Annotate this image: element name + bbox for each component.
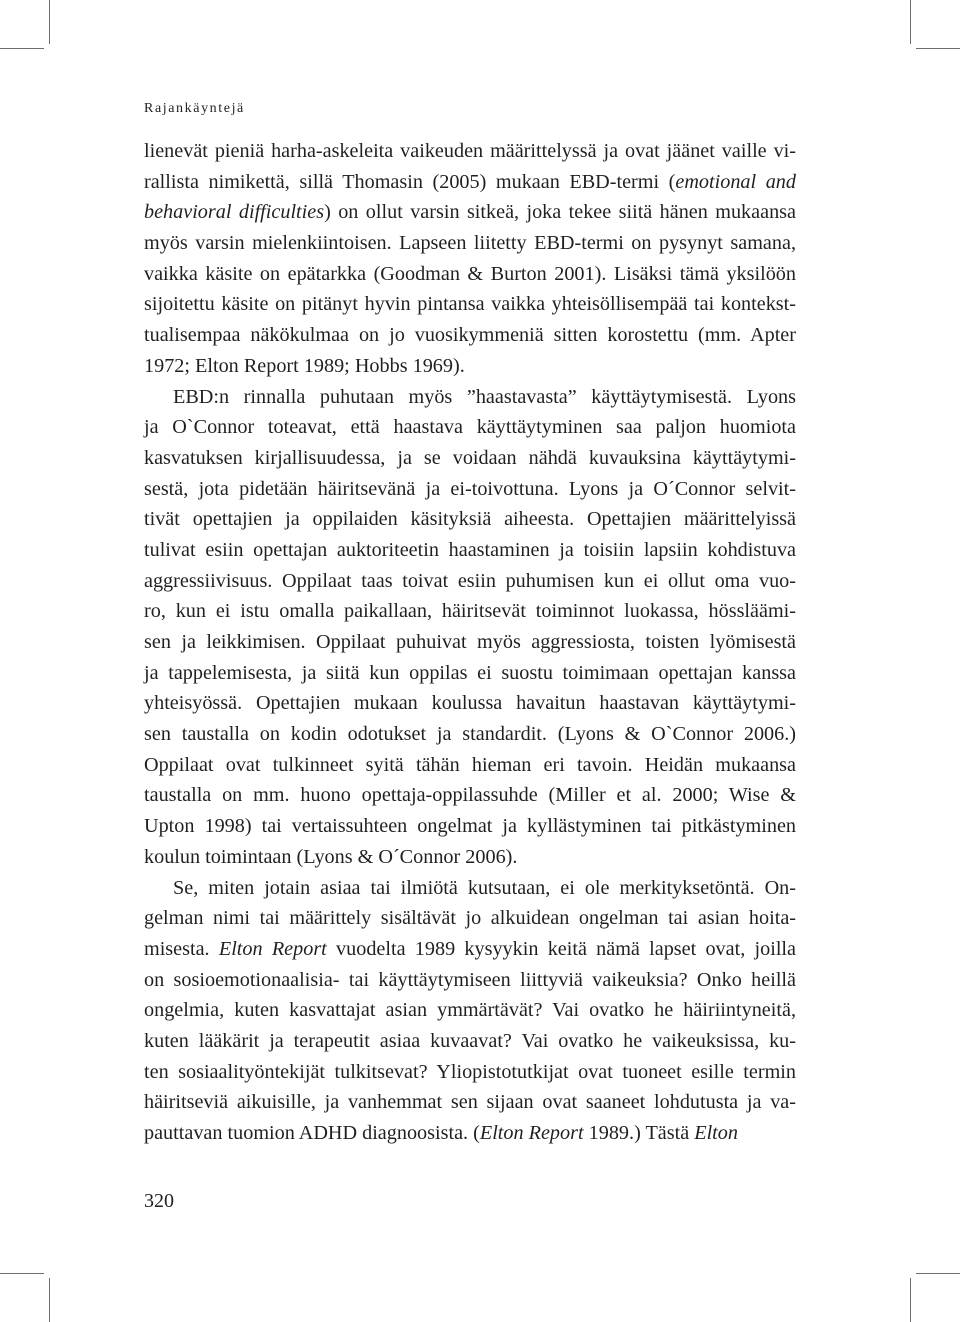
text-segment: vuodelta 1989 kysyykin keitä nämä lapset ovat, joilla — [326, 937, 797, 960]
text-segment: tulivat esiin opettajan auktoriteetin haastaminen ja toisiin lapsiin kohdistuva — [144, 538, 796, 561]
text-segment: ja O`Connor toteavat, että haastava käyttäytyminen saa paljon huomiota — [144, 416, 796, 439]
text-line — [144, 1118, 796, 1149]
text-line — [144, 474, 796, 505]
italic-text: Elton Report — [479, 1122, 584, 1144]
text-segment: kasvatuksen kirjallisuudessa, ja se voidaan nähdä kuvauksina käyttäytymi- — [144, 446, 796, 469]
text-line — [144, 934, 796, 965]
text-segment: on sosioemotionaalisia- tai käyttäytymiseen liittyviä vaikeuksia? Onko heillä — [144, 968, 796, 991]
text-line — [144, 965, 796, 996]
running-header: Rajankäyntejä — [144, 101, 245, 116]
text-line — [144, 535, 796, 566]
text-line — [144, 136, 796, 167]
paragraph — [144, 136, 796, 382]
text-segment: misesta. — [144, 937, 219, 960]
text-line — [144, 750, 796, 781]
text-segment: pauttavan tuomion ADHD diagnoosista. ( — [144, 1122, 480, 1144]
paragraph — [144, 382, 796, 873]
italic-text: behavioral difficulties — [144, 201, 325, 224]
italic-text: emotional and — [675, 170, 796, 193]
crop-mark-bottom-right-h — [916, 1273, 960, 1274]
text-line — [144, 1026, 796, 1057]
text-line — [144, 566, 796, 597]
text-line — [144, 412, 796, 443]
body-text — [144, 136, 796, 1149]
text-line — [144, 903, 796, 934]
text-line — [144, 873, 796, 904]
text-line — [144, 320, 796, 351]
text-line — [144, 842, 796, 873]
text-segment: ja tappelemisesta, ja siitä kun oppilas ei suostu toimimaan opettajan kanssa — [144, 661, 796, 684]
text-segment: Upton 1998) tai vertaissuhteen ongelmat ja kyllästyminen tai pitkästyminen — [144, 815, 796, 838]
text-segment: sestä, jota pidetään häiritsevänä ja ei-toivottuna. Lyons ja O´Connor selvit- — [144, 477, 796, 500]
text-segment: taustalla on mm. huono opettaja-oppilassuhde (Miller et al. 2000; Wise & — [144, 784, 796, 807]
page-number: 320 — [144, 1190, 174, 1212]
crop-mark-top-right-h — [916, 48, 960, 49]
text-segment: lienevät pieniä harha-askeleita vaikeuden määrittelyssä ja ovat jäänet vaille vi- — [144, 140, 796, 162]
text-segment: ) on ollut varsin sitkeä, joka tekee siitä hänen mukaansa — [324, 201, 796, 224]
text-line — [144, 259, 796, 290]
text-segment: ro, kun ei istu omalla paikallaan, häiritsevät toiminnot luokassa, hössläämi- — [144, 600, 796, 623]
text-segment: ongelmia, kuten kasvattajat asian ymmärtävät? Vai ovatko he häiriintyneitä, — [144, 999, 796, 1022]
text-segment: häiritseviä aikuisille, ja vanhemmat sen sijaan ovat saaneet lohdutusta ja va- — [144, 1091, 796, 1114]
crop-mark-bottom-right-v — [910, 1278, 911, 1322]
text-line — [144, 504, 796, 535]
text-line — [144, 811, 796, 842]
italic-text: Elton Report — [218, 937, 327, 960]
crop-mark-bottom-left-v — [49, 1278, 50, 1322]
text-line — [144, 658, 796, 689]
text-segment: yhteisyössä. Opettajien mukaan koulussa havaitun haastavan käyttäytymi- — [144, 692, 796, 715]
text-segment: 1972; Elton Report 1989; Hobbs 1969). — [144, 354, 465, 377]
crop-mark-bottom-left-h — [0, 1273, 44, 1274]
text-segment: EBD:n rinnalla puhutaan myös ”haastavasta” käyttäytymisestä. Lyons — [173, 385, 796, 408]
text-line — [144, 443, 796, 474]
text-segment: Oppilaat ovat tulkinneet syitä tähän hieman eri tavoin. Heidän mukaansa — [144, 753, 796, 776]
text-segment: rallista nimikettä, sillä Thomasin (2005) mukaan EBD-termi ( — [144, 170, 676, 193]
text-line — [144, 688, 796, 719]
text-line — [144, 596, 796, 627]
italic-text: Elton — [694, 1122, 738, 1144]
text-segment: vaikka käsite on epätarkka (Goodman & Burton 2001). Lisäksi tämä yksilöön — [144, 262, 796, 285]
text-segment: tivät opettajien ja oppilaiden käsityksiä aiheesta. Opettajien määrittelyissä — [144, 508, 796, 531]
text-segment: gelman nimi tai määrittely sisältävät jo alkuidean ongelman tai asian hoita- — [144, 907, 796, 930]
text-line — [144, 382, 796, 413]
text-line — [144, 197, 796, 228]
text-line — [144, 719, 796, 750]
text-line — [144, 351, 796, 382]
text-line — [144, 228, 796, 259]
text-line — [144, 780, 796, 811]
text-line — [144, 995, 796, 1026]
text-line — [144, 1057, 796, 1088]
text-segment: myös varsin mielenkiintoisen. Lapseen liitetty EBD-termi on pysynyt samana, — [144, 232, 796, 255]
text-line — [144, 1087, 796, 1118]
text-segment: tualisempaa näkökulmaa on jo vuosikymmeniä sitten korostettu (mm. Apter — [144, 324, 796, 347]
text-segment: sijoitettu käsite on pitänyt hyvin pintansa vaikka yhteisöllisempää tai kontekst- — [144, 293, 796, 316]
text-line — [144, 167, 796, 198]
text-segment: kuten lääkärit ja terapeutit asiaa kuvaavat? Vai ovatko he vaikeuksissa, ku- — [144, 1029, 796, 1052]
text-segment: aggressiivisuus. Oppilaat taas toivat esiin puhumisen kun ei ollut oma vuo- — [144, 569, 796, 592]
text-segment: Se, miten jotain asiaa tai ilmiötä kutsutaan, ei ole merkityksetöntä. On- — [173, 876, 796, 899]
text-segment: ten sosiaalityöntekijät tulkitsevat? Yliopistotutkijat ovat tuoneet esille termin — [144, 1060, 796, 1083]
text-segment: sen taustalla on kodin odotukset ja standardit. (Lyons & O`Connor 2006.) — [144, 723, 796, 746]
text-segment: sen ja leikkimisen. Oppilaat puhuivat myös aggressiosta, toisten lyömisestä — [144, 631, 796, 653]
text-segment: koulun toimintaan (Lyons & O´Connor 2006). — [144, 845, 518, 868]
text-segment: 1989.) Tästä — [583, 1122, 695, 1144]
paragraph — [144, 873, 796, 1149]
text-line — [144, 627, 796, 658]
text-line — [144, 289, 796, 320]
crop-mark-top-left-h — [0, 48, 44, 49]
crop-mark-top-left-v — [49, 0, 50, 44]
crop-mark-top-right-v — [910, 0, 911, 44]
